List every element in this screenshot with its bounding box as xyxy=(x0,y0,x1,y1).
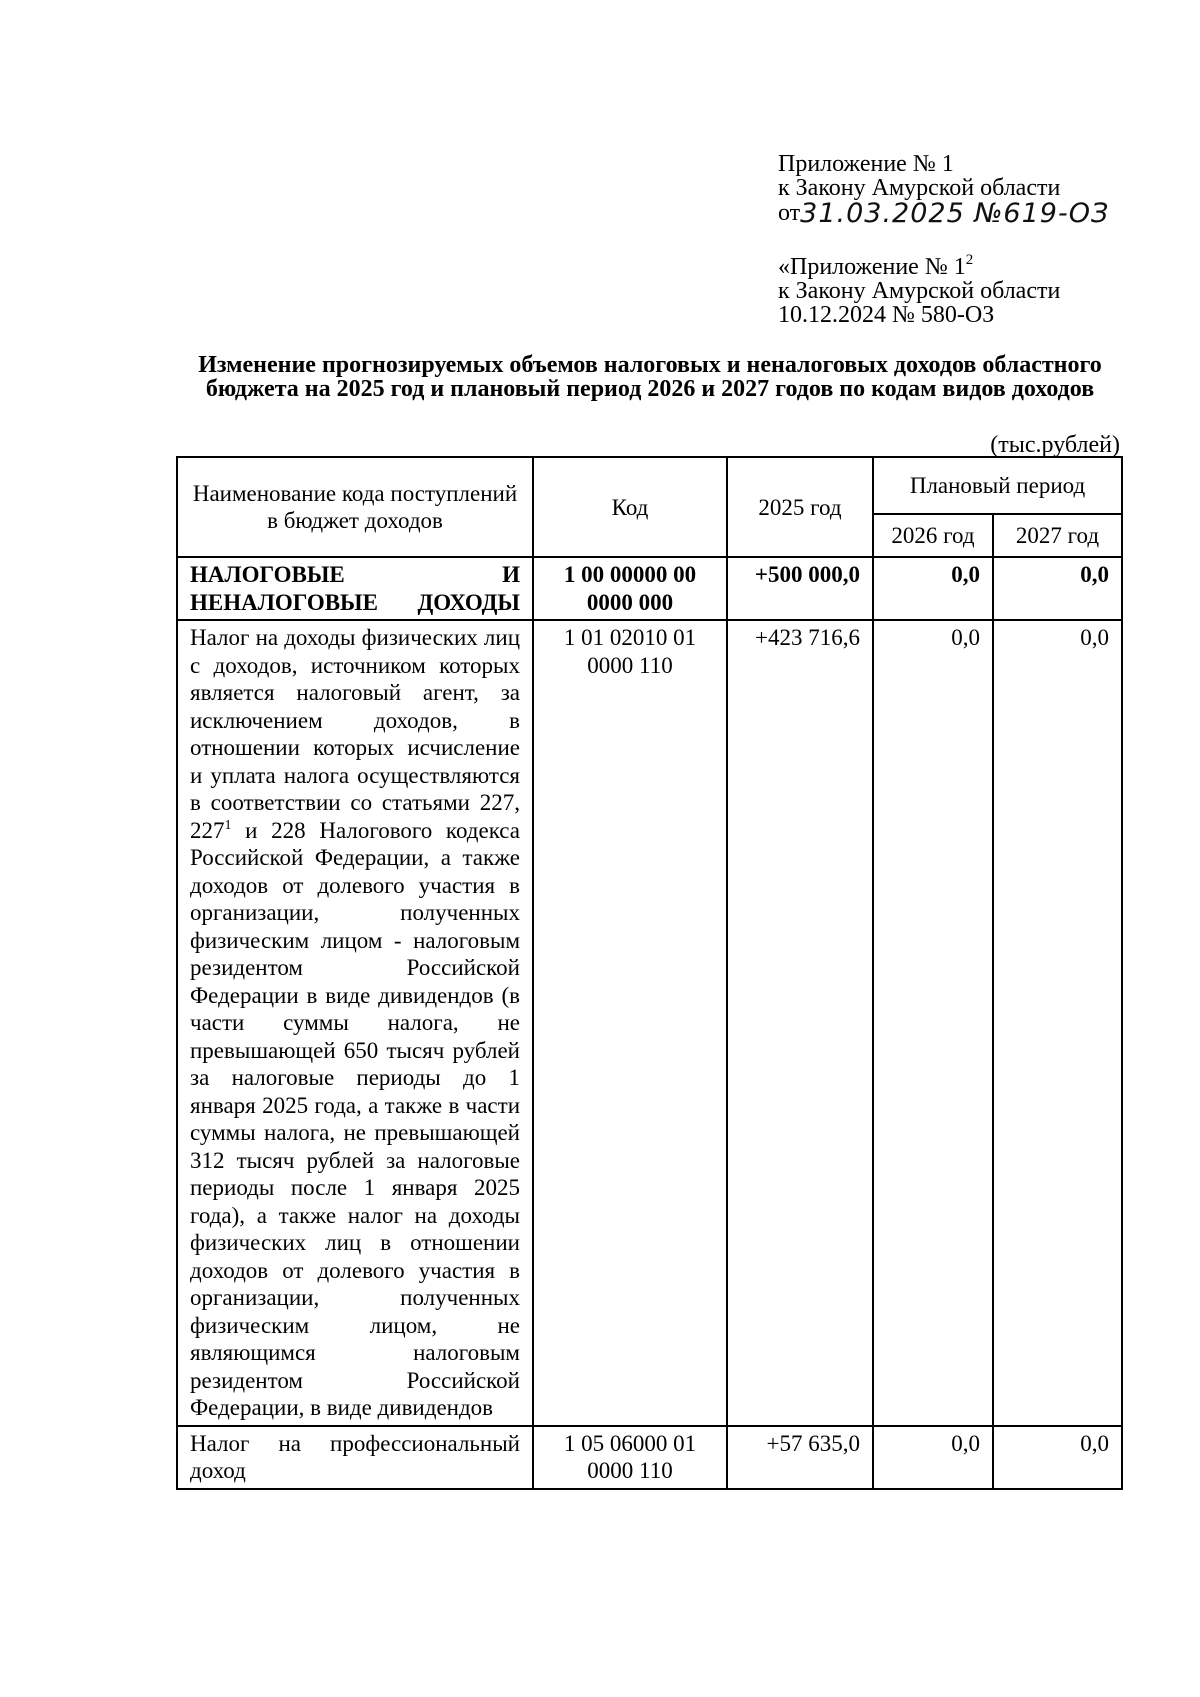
row-2026: 0,0 xyxy=(873,1426,993,1489)
document-title xyxy=(150,353,1150,401)
header-name: Наименование кода поступлений в бюджет доходов xyxy=(177,457,533,557)
row-2025: +57 635,0 xyxy=(727,1426,873,1489)
row-2027: 0,0 xyxy=(993,557,1122,620)
appendix-reference xyxy=(778,252,1061,328)
header-2026: 2026 год xyxy=(873,514,993,557)
appendix-date-prefix: от xyxy=(778,200,801,226)
table-header-row xyxy=(177,457,1122,514)
header-2027: 2027 год xyxy=(993,514,1122,557)
appendix-line1: Приложение № 1 xyxy=(778,151,954,177)
header-2025: 2025 год xyxy=(727,457,873,557)
row-name-superscript: 1 xyxy=(224,817,232,833)
table-row xyxy=(177,557,1122,620)
title-line2: бюджета на 2025 год и плановый период 2026 и 2027 годов по кодам видов доходов xyxy=(205,376,1095,402)
appendix2-superscript: 2 xyxy=(965,252,974,268)
row-2025: +423 716,6 xyxy=(727,620,873,1426)
header-code: Код xyxy=(533,457,727,557)
row-name: Налог на профессиональный доход xyxy=(177,1426,533,1489)
title-line1: Изменение прогнозируемых объемов налоговых и неналоговых доходов областного xyxy=(198,352,1102,378)
row-2027: 0,0 xyxy=(993,1426,1122,1489)
appendix-line2: к Закону Амурской области xyxy=(778,175,1061,201)
row-code: 1 00 00000 00 0000 000 xyxy=(533,557,727,620)
row-name: Налог на доходы физических лиц с доходов, источником которых является налоговый агент, за исключением доходов, в отношении которых исчисление и уплата налога осуществляются в соответствии со статьями 227, $227^1$ и 228 Налогового кодекса Российской Федерации, а также доходов от долевого участия в организации, полученных физическим лицом - налоговым резидентом Российской Федерации в виде дивидендов (в части суммы налога, не превышающей 650 тысяч рублей за налоговые периоды до 1 января 2025 года, а также в части суммы налога, не превышающей 312 тысяч рублей за налоговые периоды после 1 января 2025 года), а также налог на доходы физических лиц в отношении доходов от долевого участия в организации, полученных физическим лицом, не являющимся налоговым резидентом Российской Федерации, в виде дивидендов xyxy=(177,620,533,1426)
row-code: 1 05 06000 01 0000 110 xyxy=(533,1426,727,1489)
units-label: (тыс.рублей) xyxy=(990,432,1120,458)
appendix2-line2: к Закону Амурской области xyxy=(778,278,1061,304)
row-2026: 0,0 xyxy=(873,557,993,620)
handwritten-date-number: 31.03.2025 №619-ОЗ xyxy=(800,198,1110,229)
header-planned-period: Плановый период xyxy=(873,457,1122,514)
appendix2-line3: 10.12.2024 № 580-ОЗ xyxy=(778,302,995,328)
row-2025: +500 000,0 xyxy=(727,557,873,620)
appendix2-line1: «Приложение № $1^2$ xyxy=(778,252,974,280)
appendix-line3 xyxy=(778,198,1110,229)
row-name: НАЛОГОВЫЕ И НЕНАЛОГОВЫЕ ДОХОДЫ xyxy=(177,557,533,620)
table-row xyxy=(177,620,1122,1426)
row-2027: 0,0 xyxy=(993,620,1122,1426)
appendix-header xyxy=(778,151,1110,229)
revenue-table xyxy=(176,456,1123,1490)
table-row xyxy=(177,1426,1122,1489)
row-code: 1 01 02010 01 0000 110 xyxy=(533,620,727,1426)
row-2026: 0,0 xyxy=(873,620,993,1426)
